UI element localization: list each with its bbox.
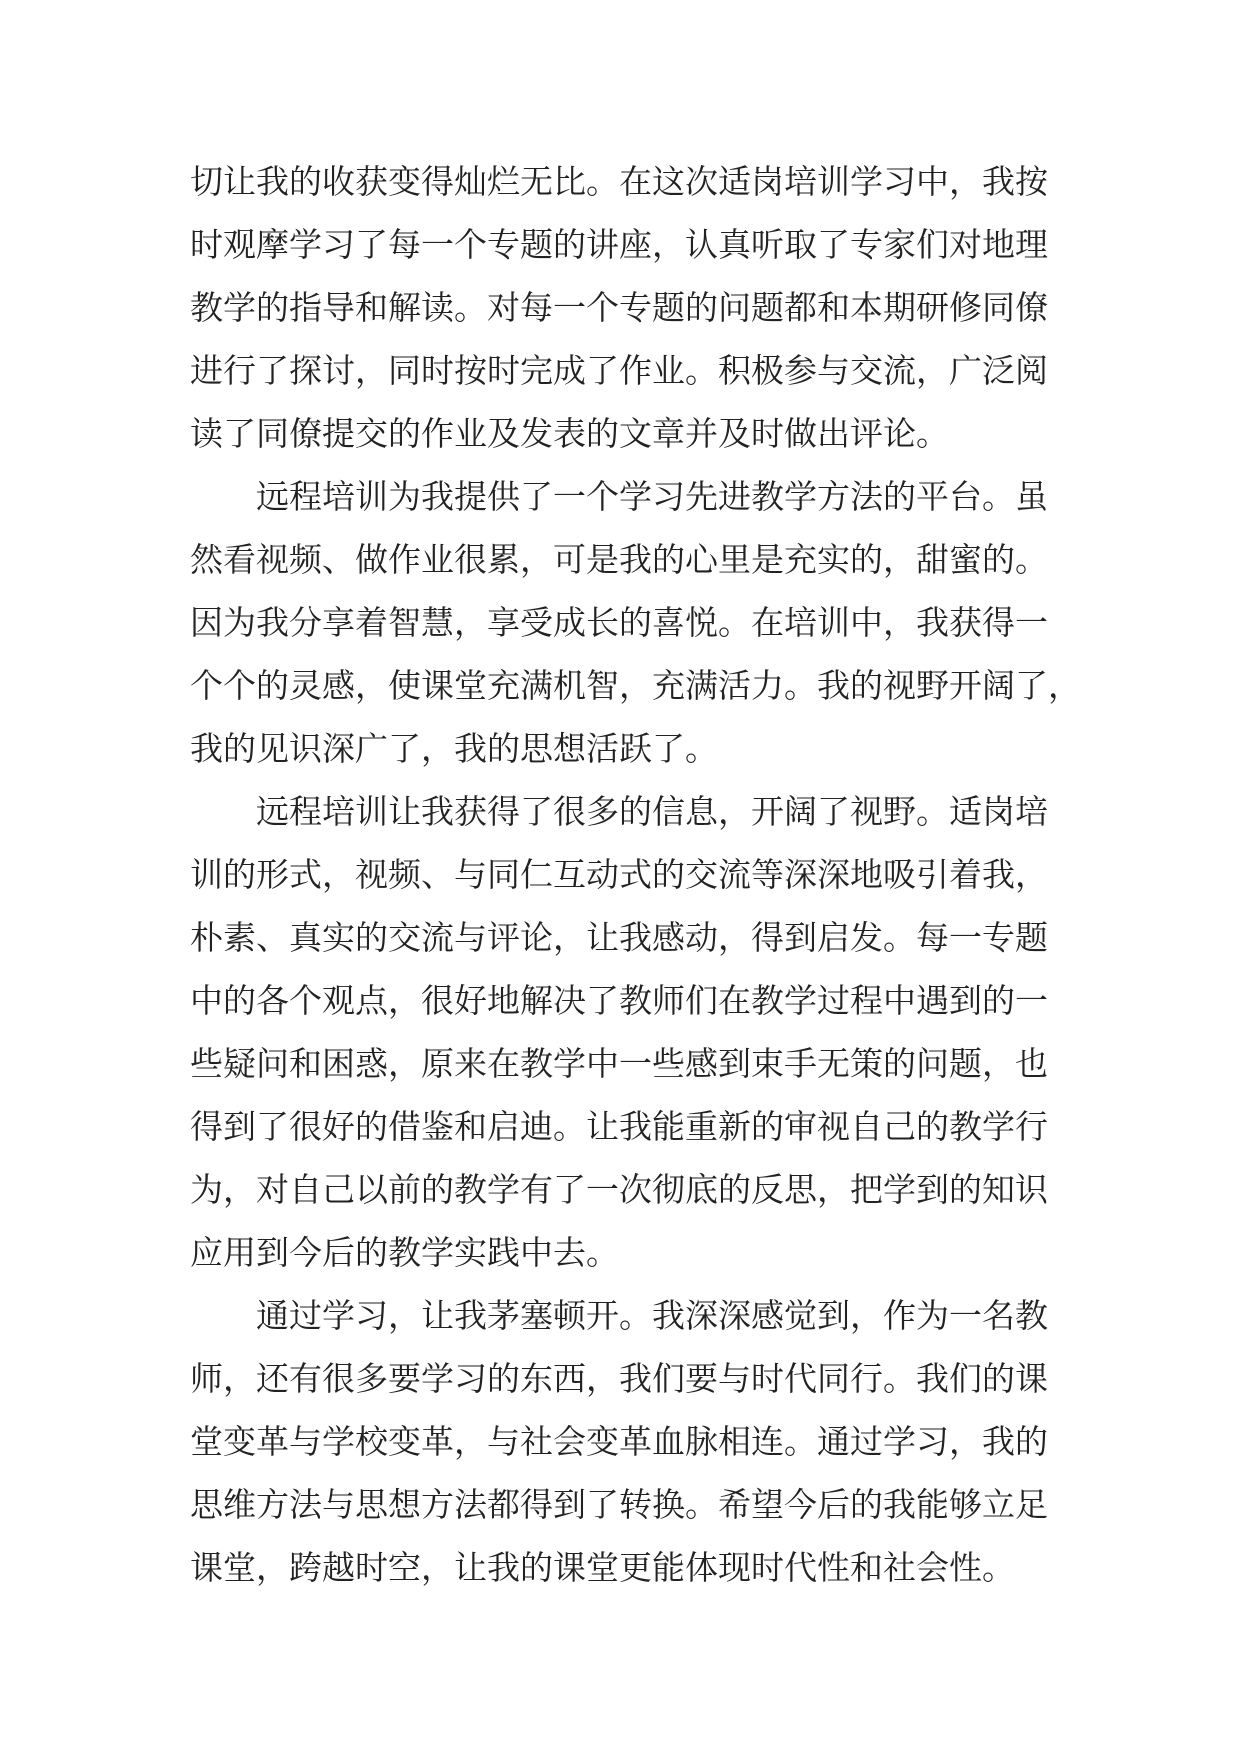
- text-line: 我的见识深广了，我的思想活跃了。: [190, 729, 718, 768]
- text-line: 堂变革与学校变革，与社会变革血脉相连。通过学习，我的: [190, 1422, 1048, 1461]
- paragraph-2: [190, 465, 1081, 780]
- text-line: 应用到今后的教学实践中去。: [190, 1233, 619, 1272]
- paragraph-3: [190, 780, 1052, 1284]
- text-line: 切让我的收获变得灿烂无比。在这次适岗培训学习中，我按: [190, 162, 1048, 201]
- paragraph-4: [190, 1284, 1052, 1599]
- text-line: 进行了探讨，同时按时完成了作业。积极参与交流，广泛阅: [190, 351, 1048, 390]
- text-line: 因为我分享着智慧，享受成长的喜悦。在培训中，我获得一: [190, 603, 1048, 642]
- text-line: 远程培训为我提供了一个学习先进教学方法的平台。虽: [256, 477, 1048, 516]
- text-line: 时观摩学习了每一个专题的讲座，认真听取了专家们对地理: [190, 225, 1048, 264]
- text-line: 训的形式，视频、与同仁互动式的交流等深深地吸引着我，: [190, 855, 1048, 894]
- text-line: 朴素、真实的交流与评论，让我感动，得到启发。每一专题: [190, 918, 1048, 957]
- text-line: 个个的灵感，使课堂充满机智，充满活力。我的视野开阔了，: [190, 666, 1081, 705]
- text-line: 为，对自己以前的教学有了一次彻底的反思，把学到的知识: [190, 1170, 1048, 1209]
- text-line: 通过学习，让我茅塞顿开。我深深感觉到，作为一名教: [256, 1296, 1048, 1335]
- text-line: 远程培训让我获得了很多的信息，开阔了视野。适岗培: [256, 792, 1048, 831]
- text-line: 课堂，跨越时空，让我的课堂更能体现时代性和社会性。: [190, 1548, 1015, 1587]
- text-line: 师，还有很多要学习的东西，我们要与时代同行。我们的课: [190, 1359, 1048, 1398]
- text-line: 然看视频、做作业很累，可是我的心里是充实的，甜蜜的。: [190, 540, 1048, 579]
- document-body: [190, 150, 1081, 1599]
- text-line: 读了同僚提交的作业及发表的文章并及时做出评论。: [190, 414, 949, 453]
- text-line: 些疑问和困惑，原来在教学中一些感到束手无策的问题，也: [190, 1044, 1048, 1083]
- text-line: 思维方法与思想方法都得到了转换。希望今后的我能够立足: [190, 1485, 1048, 1524]
- text-line: 中的各个观点，很好地解决了教师们在教学过程中遇到的一: [190, 981, 1048, 1020]
- text-line: 教学的指导和解读。对每一个专题的问题都和本期研修同僚: [190, 288, 1048, 327]
- paragraph-1: [190, 150, 1052, 465]
- text-line: 得到了很好的借鉴和启迪。让我能重新的审视自己的教学行: [190, 1107, 1048, 1146]
